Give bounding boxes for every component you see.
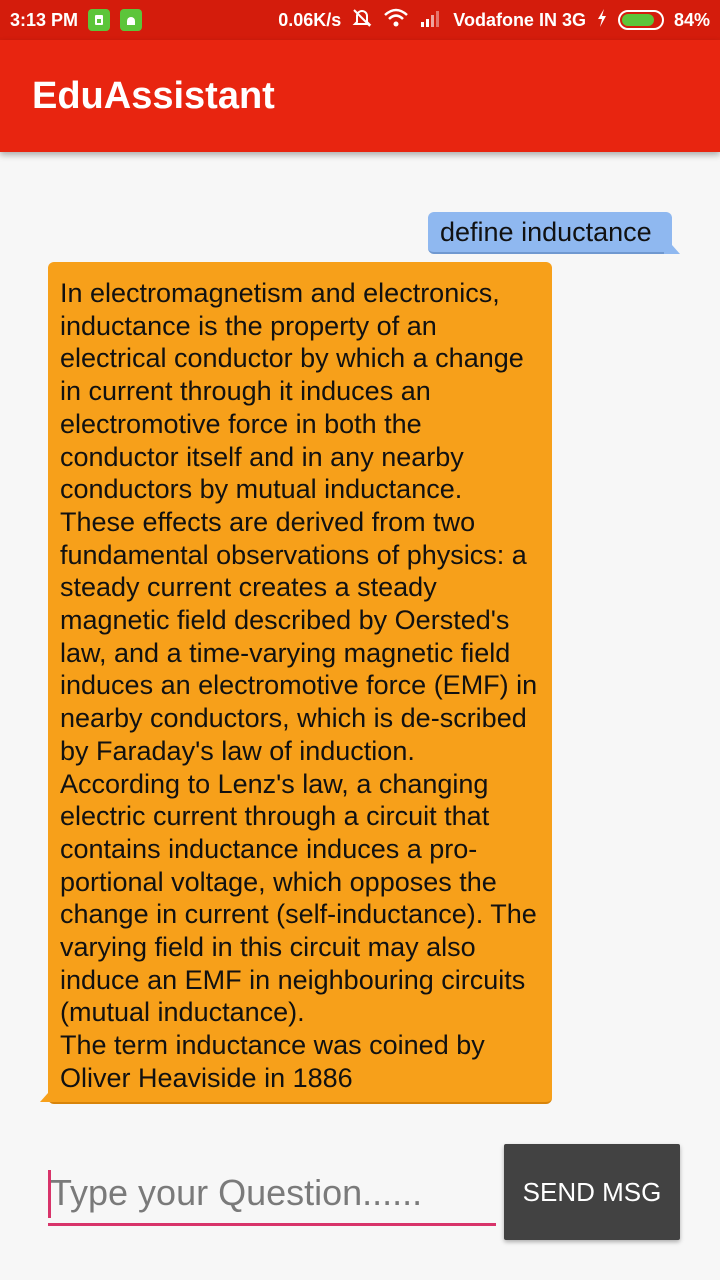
app-bar <box>0 40 720 152</box>
user-message-bubble <box>428 212 672 254</box>
bot-bubble-tail <box>40 1084 56 1102</box>
user-message-text: define inductance <box>440 216 652 247</box>
bot-message-bubble: In electromagnetism and electronics, inductance is the property of an electrical conductor by which a change in current through it induces an electromotive force in both the conductor itself and in any nearby conductors by mutual inductance. These effects are derived from two fundamental observations of physics: a steady current creates a steady magnetic field described by Oersted's law, and a time-varying magnetic field induces an electromotive force (EMF) in nearby conductors, which is de-scribed by Faraday's law of induction. According to Lenz's law, a changing electric current through a circuit that contains inductance induces a pro-portional voltage, which opposes the change in current (self-inductance). The varying field in this circuit may also induce an EMF in neighbouring circuits (mutual inductance). The term inductance was coined by Oliver Heaviside in 1886 <box>48 262 552 1104</box>
battery-icon <box>618 10 664 30</box>
text-caret <box>48 1170 51 1218</box>
battery-percent: 84% <box>673 9 710 30</box>
android-icon <box>120 9 142 31</box>
net-speed: 0.06K/s <box>278 9 342 30</box>
charging-icon <box>596 8 608 33</box>
question-input[interactable] <box>48 1164 496 1222</box>
carrier-name: Vodafone IN 3G <box>453 9 586 30</box>
app-title: EduAssistant <box>32 74 275 117</box>
question-input-wrapper <box>48 1164 496 1226</box>
sim-icon <box>88 9 110 31</box>
status-time: 3:13 PM <box>10 9 79 30</box>
user-bubble-tail <box>664 236 680 254</box>
signal-icon <box>419 8 443 33</box>
mute-icon <box>351 7 373 34</box>
wifi-icon <box>383 7 409 34</box>
send-message-button[interactable]: SEND MSG <box>504 1144 680 1240</box>
status-bar <box>0 0 720 40</box>
